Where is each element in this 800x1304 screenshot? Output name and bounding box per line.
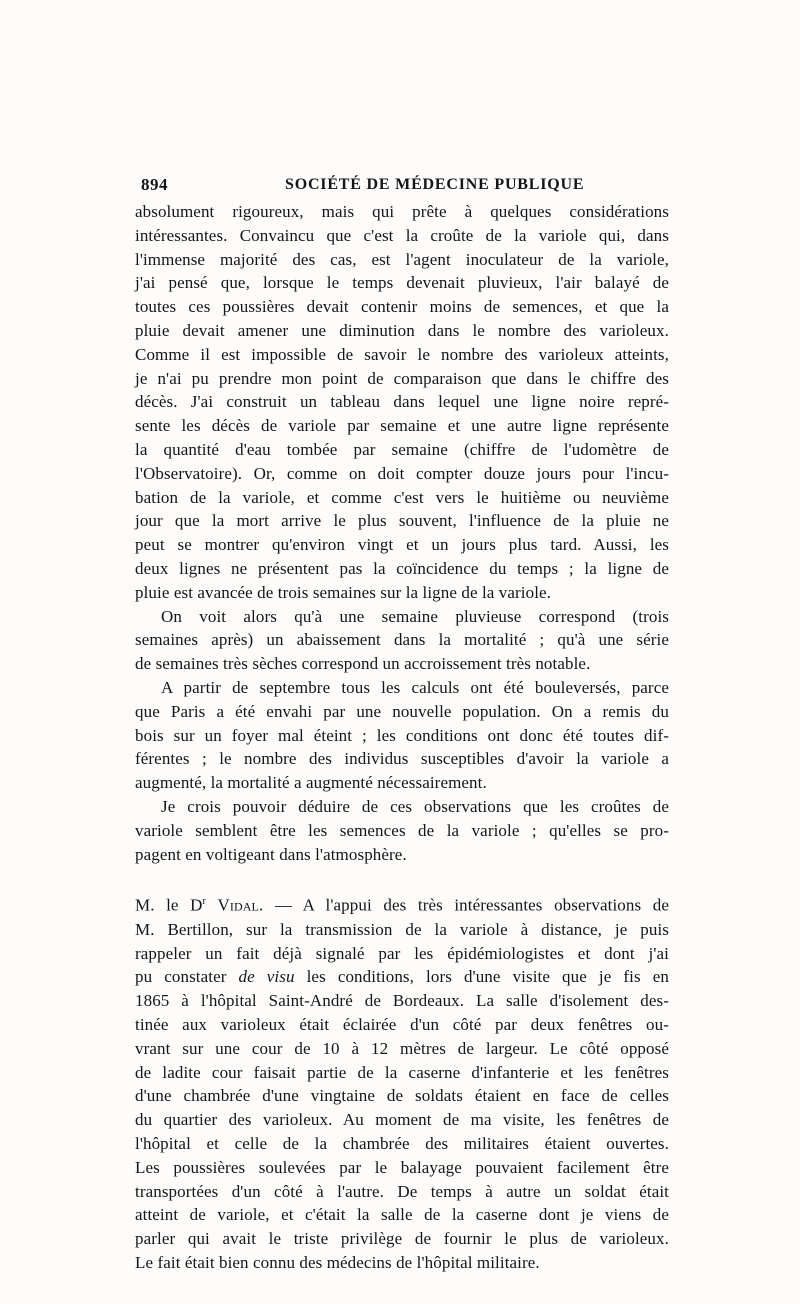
text-line: la quantité d'eau tombée par semaine (chiffre de l'udomètre de — [135, 439, 669, 459]
text-line: 1865 à l'hôpital Saint-André de Bordeaux. La salle d'isolement des- — [135, 991, 669, 1011]
text-line: intéressantes. Convaincu que c'est la croûte de la variole qui, dans — [135, 225, 669, 245]
text-line: pluie est avancée de trois semaines sur la ligne de la variole. — [135, 582, 552, 602]
text-line: de ladite cour faisait partie de la caserne d'infanterie et les fenêtres — [135, 1062, 669, 1082]
line-after: les conditions, lors d'une visite que je fis en — [294, 967, 669, 987]
text-line: sente les décès de variole par semaine et une autre ligne représente — [135, 416, 669, 436]
paragraph-3 — [135, 676, 669, 795]
speaker-sup: r — [202, 896, 206, 908]
text-line: rappeler un fait déjà signalé par les épidémiologistes et dont j'ai — [135, 943, 669, 963]
text-line: Comme il est impossible de savoir le nombre des varioleux atteints, — [135, 344, 669, 364]
text-line: transportées d'un côté à l'autre. De temps à autre un soldat était — [135, 1181, 669, 1201]
text-line: On voit alors qu'à une semaine pluvieuse correspond (trois — [161, 606, 669, 626]
text-line — [135, 890, 669, 917]
text-line: Je crois pouvoir déduire de ces observations que les croûtes de — [161, 796, 669, 816]
text-line: Les poussières soulevées par le balayage pouvaient facilement être — [135, 1157, 669, 1177]
speaker-name: Vidal. — [217, 895, 264, 915]
paragraph-gap — [135, 866, 669, 890]
body-text — [135, 200, 669, 1275]
text-line: j'ai pensé que, lorsque le temps devenait pluvieux, l'air balayé de — [135, 273, 669, 293]
text-line: pagent en voltigeant dans l'atmosphère. — [135, 844, 407, 864]
text-line: A partir de septembre tous les calculs ont été bouleversés, parce — [161, 677, 669, 697]
text-line: du quartier des varioleux. Au moment de ma visite, les fenêtres de — [135, 1110, 669, 1130]
paragraph-1 — [135, 200, 669, 605]
paragraph-4 — [135, 795, 669, 866]
text-line: l'hôpital et celle de la chambrée des militaires étaient ouvertes. — [135, 1133, 669, 1153]
page-header — [141, 170, 669, 200]
text-line — [135, 965, 669, 989]
page-number: 894 — [141, 175, 168, 194]
text-line: augmenté, la mortalité a augmenté nécessairement. — [135, 773, 487, 793]
line-before: pu constater — [135, 967, 239, 987]
text-line: semaines après) un abaissement dans la mortalité ; qu'à une série — [135, 630, 669, 650]
text-line: atteint de variole, et c'était la salle de la caserne dont je viens de — [135, 1205, 669, 1225]
text-line: variole semblent être les semences de la variole ; qu'elles se pro- — [135, 820, 669, 840]
italic-phrase: de visu — [238, 967, 295, 987]
text-line: l'immense majorité des cas, est l'agent inoculateur de la variole, — [135, 249, 669, 269]
text-line: que Paris a été envahi par une nouvelle population. On a remis du — [135, 701, 669, 721]
text-line: férentes ; le nombre des individus susceptibles d'avoir la variole a — [135, 749, 669, 769]
text-line: pluie devait amener une diminution dans le nombre des varioleux. — [135, 320, 669, 340]
speaker-prefix: M. le D — [135, 895, 203, 915]
text-line: parler qui avait le triste privilège de fournir le plus de varioleux. — [135, 1229, 669, 1249]
text-line: toutes ces poussières devait contenir moins de semences, et que la — [135, 297, 669, 317]
text-line: deux lignes ne présentent pas la coïncidence du temps ; la ligne de — [135, 558, 669, 578]
text-line: tinée aux varioleux était éclairée d'un côté par deux fenêtres ou- — [135, 1014, 669, 1034]
paragraph-5 — [135, 890, 669, 1274]
paragraph-2 — [135, 605, 669, 676]
text-line: Le fait était bien connu des médecins de l'hôpital militaire. — [135, 1252, 540, 1272]
text-line: je n'ai pu prendre mon point de comparaison que dans le chiffre des — [135, 368, 669, 388]
text-line: bois sur un foyer mal éteint ; les conditions ont donc été toutes dif- — [135, 725, 669, 745]
text-line: décès. J'ai construit un tableau dans lequel une ligne noire repré- — [135, 392, 669, 412]
line-rest: — A l'appui des très intéressantes observations de — [263, 895, 669, 915]
running-head: SOCIÉTÉ DE MÉDECINE PUBLIQUE — [285, 176, 585, 193]
text-line: bation de la variole, et comme c'est vers le huitième ou neuvième — [135, 487, 669, 507]
text-line: absolument rigoureux, mais qui prête à quelques considérations — [135, 202, 669, 221]
text-line: d'une chambrée d'une vingtaine de soldats étaient en face de celles — [135, 1086, 669, 1106]
text-line: vrant sur une cour de 10 à 12 mètres de largeur. Le côté opposé — [135, 1038, 669, 1058]
text-line: M. Bertillon, sur la transmission de la variole à distance, je puis — [135, 919, 669, 939]
text-line: peut se montrer qu'environ vingt et un jours plus tard. Aussi, les — [135, 535, 669, 555]
text-line: de semaines très sèches correspond un accroissement très notable. — [135, 654, 591, 674]
text-line: jour que la mort arrive le plus souvent, l'influence de la pluie ne — [135, 511, 669, 531]
text-line: l'Observatoire). Or, comme on doit compter douze jours pour l'incu- — [135, 463, 669, 483]
